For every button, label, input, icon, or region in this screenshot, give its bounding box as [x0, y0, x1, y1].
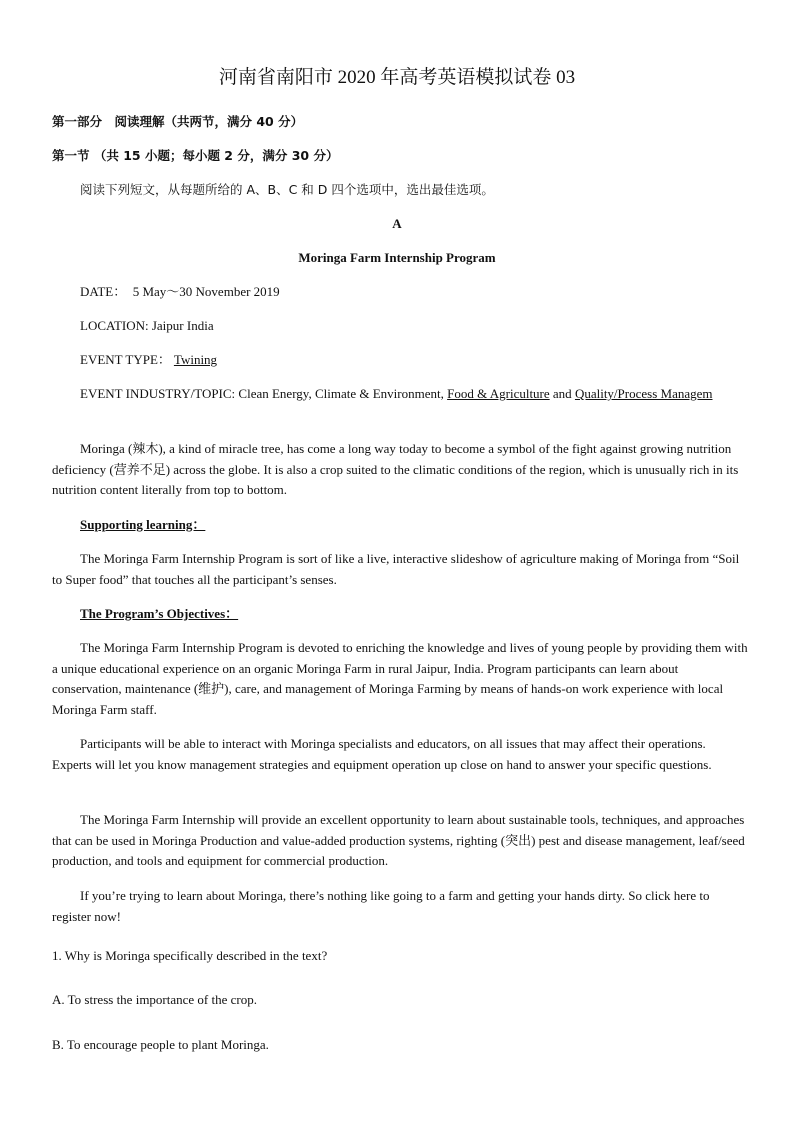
section-heading: 第一节 （共 15 小题；每小题 2 分，满分 30 分）	[52, 148, 339, 163]
event-type-link[interactable]: Twining	[173, 352, 218, 367]
event-industry-label: EVENT INDUSTRY/TOPIC: Clean Energy, Climate & Environment,	[80, 386, 444, 401]
objectives-paragraph-2: Participants will be able to interact with Moringa specialists and educators, on all issues that may affect their operations. Experts will let you know management strategies and equipment operation up close on hand to answer your specific questions.	[52, 736, 712, 772]
passage-letter: A	[392, 216, 402, 231]
food-agriculture-link[interactable]: Food & Agriculture	[447, 386, 550, 401]
supporting-learning-heading: Supporting learning：	[80, 517, 206, 532]
question-1: 1. Why is Moringa specifically described in the text?	[52, 948, 328, 963]
register-paragraph: If you’re trying to learn about Moringa, there’s nothing like going to a farm and getting your hands dirty. So click here to register now!	[52, 888, 710, 924]
objectives-paragraph-1: The Moringa Farm Internship Program is devoted to enriching the knowledge and lives of young people by providing them with a unique educational experience on an organic Moringa Farm in rural Jaipur, India. Program participants can learn about conservation, maintenance (维护), care, and management of Moringa Farming by means of hands-on work experience with local Moringa Farm staff.	[52, 640, 748, 717]
instruction-text: 阅读下列短文，从每题所给的 A、B、C 和 D 四个选项中，选出最佳选项。	[80, 182, 494, 197]
quality-process-link[interactable]: Quality/Process Managem	[574, 386, 713, 401]
intro-paragraph: Moringa (辣木), a kind of miracle tree, has come a long way today to become a symbol of the fight against growing nutrition deficiency (营养不足) across the globe. It is also a crop suited to the climatic conditions of the region, which is unusually rich in its nutrition content literally from top to bottom.	[52, 441, 739, 497]
objectives-heading: The Program’s Objectives：	[80, 606, 239, 621]
objectives-paragraph-3: The Moringa Farm Internship will provide an excellent opportunity to learn about sustainable tools, techniques, and approaches that can be used in Moringa Production and value-added production systems, righting (突出) pest and disease management, leaf/seed production, and tools and equipment for commercial production.	[52, 812, 745, 868]
part-heading: 第一部分 阅读理解（共两节，满分 40 分）	[52, 114, 304, 129]
event-type	[52, 350, 748, 371]
event-type-label: EVENT TYPE：	[80, 352, 171, 367]
event-date: DATE： 5 May～30 November 2019	[80, 284, 280, 299]
event-industry-and: and	[552, 386, 572, 401]
event-location: LOCATION: Jaipur India	[80, 318, 214, 333]
exam-title: 河南省南阳市 2020 年高考英语模拟试卷 03	[218, 67, 576, 88]
question-1-option-a: A. To stress the importance of the crop.	[52, 992, 257, 1007]
question-1-option-b: B. To encourage people to plant Moringa.	[52, 1037, 269, 1052]
event-industry	[52, 384, 748, 405]
passage-title: Moringa Farm Internship Program	[298, 250, 496, 265]
supporting-learning-paragraph: The Moringa Farm Internship Program is sort of like a live, interactive slideshow of agriculture making of Moringa from “Soil to Super food” that touches all the participant’s senses.	[52, 551, 740, 587]
